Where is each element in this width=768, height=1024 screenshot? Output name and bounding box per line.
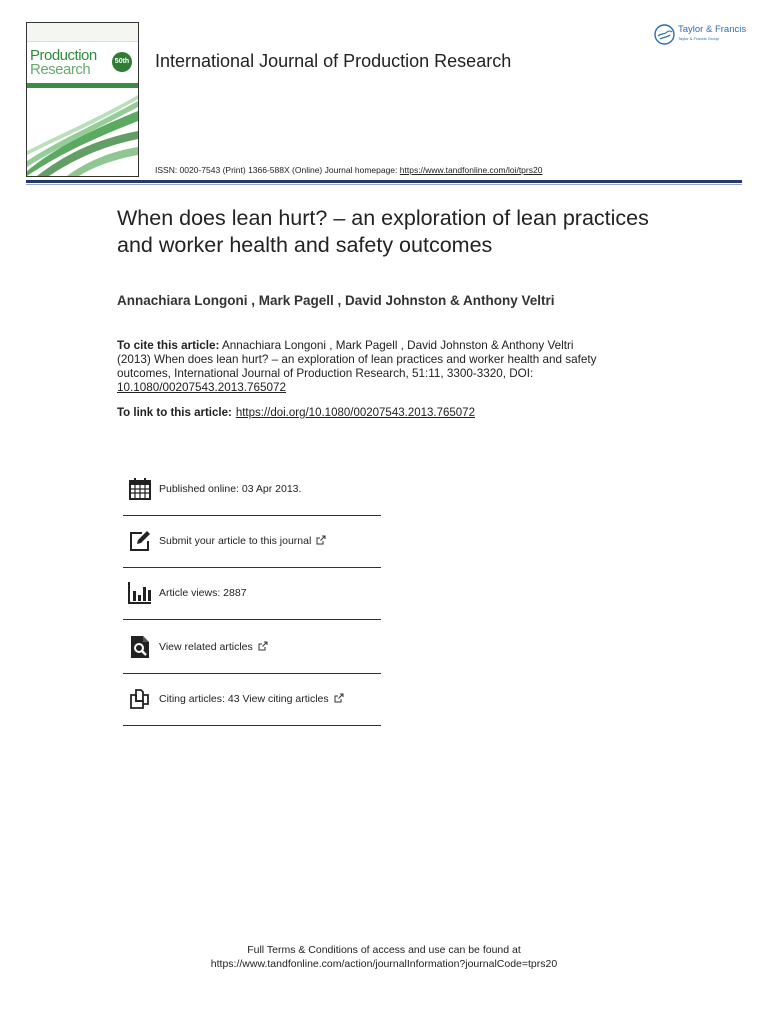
- submit-article-text: Submit your article to this journal: [159, 535, 312, 547]
- edit-icon: [128, 529, 152, 553]
- bar-chart-icon: [128, 581, 152, 605]
- citation-doi-link[interactable]: 10.1080/00207543.2013.765072: [117, 381, 286, 394]
- published-online-item: [123, 463, 381, 516]
- article-views-item: [123, 567, 381, 620]
- published-online-text: Published online: 03 Apr 2013.: [159, 483, 302, 495]
- cover-title: [30, 49, 97, 77]
- cover-artwork: [27, 91, 138, 176]
- publisher-logo[interactable]: [654, 22, 754, 48]
- related-articles-item[interactable]: [123, 621, 381, 674]
- cover-anniversary-badge: 50th: [112, 52, 132, 72]
- citation-text: Annachiara Longoni , Mark Pagell , David Johnston & Anthony Veltri (2013) When does lean hurt? – an exploration of lean practices and worker health and safety outcomes, International Journal of Production Research, 51:11, 3300-3320, DOI:: [117, 339, 597, 380]
- terms-footer: [0, 943, 768, 971]
- article-title: When does lean hurt? – an exploration of lean practices and worker health and safety outcomes: [117, 206, 649, 257]
- issn-text: ISSN: 0020-7543 (Print) 1366-588X (Online) Journal homepage:: [155, 165, 400, 175]
- cover-header-strip: [27, 23, 138, 42]
- submit-article-link[interactable]: [159, 535, 326, 547]
- header-rule: [26, 180, 742, 183]
- citation-label: To cite this article:: [117, 339, 220, 352]
- external-link-icon: [258, 641, 268, 651]
- cover-title-line1: Production: [30, 47, 97, 64]
- journal-homepage-link[interactable]: https://www.tandfonline.com/loi/tprs20: [399, 165, 543, 175]
- article-link-line: [117, 407, 475, 419]
- cover-band: [27, 83, 138, 88]
- external-link-icon: [334, 693, 344, 703]
- citation-block: [117, 339, 607, 395]
- related-articles-text: View related articles: [159, 641, 253, 653]
- citing-articles-icon: [128, 687, 152, 711]
- search-document-icon: [128, 635, 152, 659]
- citing-articles-item[interactable]: [123, 673, 381, 726]
- external-link-icon: [316, 535, 326, 545]
- article-link-label: To link to this article:: [117, 407, 232, 419]
- citing-articles-link[interactable]: [159, 693, 344, 705]
- submit-article-item[interactable]: [123, 515, 381, 568]
- cover-title-line2: Research: [30, 61, 91, 78]
- publisher-subtitle: Taylor & Francis Group: [678, 36, 719, 41]
- terms-footer-url[interactable]: https://www.tandfonline.com/action/journalInformation?journalCode=tprs20: [210, 958, 558, 970]
- journal-title: International Journal of Production Research: [155, 51, 512, 71]
- article-views-text: Article views: 2887: [159, 587, 247, 599]
- citing-articles-text: Citing articles: 43 View citing articles: [159, 693, 329, 705]
- publisher-logo-icon: [654, 24, 675, 45]
- header-rule-thin: [26, 184, 742, 185]
- publisher-name: Taylor & Francis: [678, 24, 747, 35]
- calendar-icon: [128, 477, 152, 501]
- related-articles-link[interactable]: [159, 641, 268, 653]
- article-authors: Annachiara Longoni , Mark Pagell , David Johnston & Anthony Veltri: [117, 293, 555, 308]
- article-doi-link[interactable]: https://doi.org/10.1080/00207543.2013.765072: [235, 407, 475, 419]
- journal-cover: [26, 22, 139, 177]
- terms-footer-line1: Full Terms & Conditions of access and use can be found at: [247, 944, 521, 956]
- issn-line: [155, 165, 542, 175]
